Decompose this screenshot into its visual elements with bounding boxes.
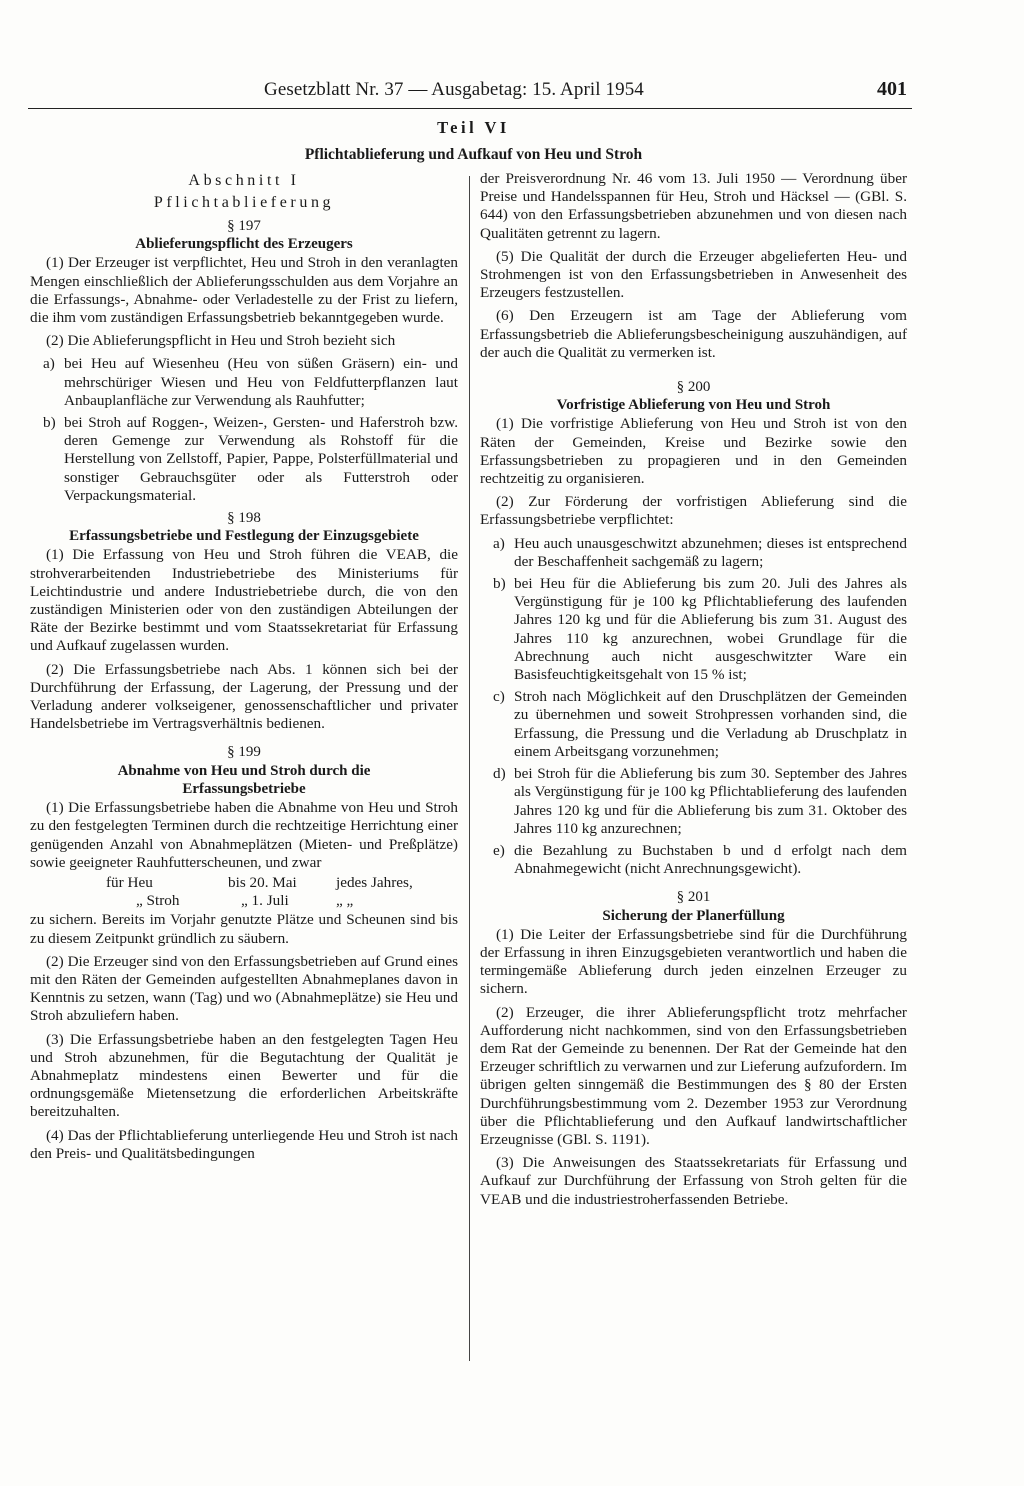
s200-paragraph-1: (1) Die vorfristige Ablieferung von Heu und Stroh ist von den Räten der Gemeinden, Kreise und Bezirke sowie den Erfassungsbetrieben zu propagieren und in den Gemeinden rechtzeitig zu organisieren. (480, 415, 907, 488)
s200-list-item-a (480, 535, 907, 571)
section-title-199-line-2: Erfassungsbetriebe (182, 780, 306, 797)
part-subtitle: Pflichtablieferung und Aufkauf von Heu und Stroh (304, 146, 643, 163)
right-column (480, 170, 907, 1214)
list-label: b) (43, 414, 56, 432)
s201-paragraph-3: (3) Die Anweisungen des Staatssekretariats für Erfassung und Aufkauf zur Durchführung der Erfassung von Stroh gelten für die VEAB und die industriestroherfassenden Betriebe. (480, 1154, 907, 1208)
deadline-table (30, 874, 458, 910)
s201-paragraph-2: (2) Erzeuger, die ihrer Ablieferungspflicht trotz mehrfacher Aufforderung nicht nachkommen, sind von den Erfassungsbetrieben dem Rat der Gemeinde zu benennen. Der Rat der Gemeinde hat den Erzeuger schriftlich zu verwarnen und zur Lieferung aufzufordern. Im übrigen gelten sinngemäß die Bestimmungen des § 80 der Ersten Durchführungsbestimmung vom 2. Dezember 1953 zur Verordnung über die Pflichtablieferung und den Aufkauf landwirtschaftlicher Erzeugnisse (GBl. S. 1191). (480, 1003, 907, 1148)
list-text: bei Heu für die Ablieferung bis zum 20. Juli des Jahres als Vergünstigung für je 100 kg Pflichtablieferung des laufenden Jahres 120 kg und für die Ablieferung bis zum 31. August des Jahres 110 kg anzurechnen, wobei Grundlage für die Abrechnung auch nicht ausgeschwitzter Ware ein Basisfeuchtigkeitsgehalt von 15 % ist; (514, 575, 907, 684)
list-text: Stroh nach Möglichkeit auf den Druschplätzen der Gemeinden zu übernehmen und soweit Strohpressen vorhanden sind, die Erfassung, die Pressung und die Verladung ab Druschplatz in einem Arbeitsgang vorzunehmen; (514, 688, 907, 760)
list-label: e) (493, 841, 505, 859)
deadline-cell: für Heu (106, 873, 153, 891)
abschnitt-heading: Abschnitt I (188, 172, 300, 189)
s197-paragraph-2: (2) Die Ablieferungspflicht in Heu und Stroh bezieht sich (46, 332, 396, 350)
s200-list-item-d (480, 765, 907, 838)
s197-paragraph-1: (1) Der Erzeuger ist verpflichtet, Heu und Stroh in den veranlagten Mengen einschließlich der Ablieferungsschulden aus dem Vorjahre an die Erfassungs-, Abnahme- oder Verladestelle zu der Frist zu liefern, die ihm vom zuständigen Erfassungsbetrieb bekanntgegeben wurde. (30, 254, 458, 327)
list-text: bei Heu auf Wiesenheu (Heu von süßen Gräsern) ein- und mehrschüriger Wiesen und Heu von Feldfutterpflanzen laut Anbauplanfläche zur Verwendung als Rauhfutter; (64, 355, 458, 409)
s199-paragraph-2: (2) Die Erzeuger sind von den Erfassungsbetrieben auf Grund eines mit den Räten der Gemeinden aufgestellten Abnahmeplanes davon in Kenntnis zu setzen, wann (Tag) und wo (Abnahmeplätze) sie Heu und Stroh abzuliefern haben. (30, 952, 458, 1025)
section-sign-200: § 200 (676, 379, 711, 396)
s197-list-item-a (30, 355, 458, 410)
abschnitt-title: Pflichtablieferung (153, 194, 335, 211)
deadline-cell: „ Stroh (136, 892, 180, 910)
s199-paragraph-6: (6) Den Erzeugern ist am Tage der Ablieferung vom Erfassungsbetrieb die Ablieferungsbescheinigung auszuhändigen, auf der auch die Qualität zu vermerken ist. (480, 307, 907, 361)
section-sign-201: § 201 (676, 889, 711, 906)
list-label: b) (493, 575, 506, 593)
s197-list-item-b (30, 414, 458, 505)
s198-paragraph-2: (2) Die Erfassungsbetriebe nach Abs. 1 können sich bei der Durchführung der Erfassung, der Lagerung, der Pressung und der Verladung anderer volkseigener, genossenschaftlicher und privater Handelsbetriebe im Vertragsverhältnis bedienen. (30, 660, 458, 733)
page-header-title: Gesetzblatt Nr. 37 — Ausgabetag: 15. April 1954 (264, 79, 644, 100)
part-title: Teil VI (437, 118, 510, 137)
header-rule (28, 108, 912, 109)
section-sign-197: § 197 (227, 218, 261, 234)
s200-list-item-b (480, 575, 907, 684)
list-label: a) (43, 355, 55, 373)
s200-paragraph-2: (2) Zur Förderung der vorfristigen Ablieferung sind die Erfassungsbetriebe verpflichtet: (480, 493, 907, 529)
list-label: c) (493, 688, 505, 706)
s199-paragraph-1: (1) Die Erfassungsbetriebe haben die Abnahme von Heu und Stroh zu den festgelegten Terminen durch die rechtzeitige Herrichtung einer genügenden Anzahl von Abnahmeplätzen (Mieten- und Preßplätze) sowie geeigneter Rauhfutterscheunen, und zwar (30, 799, 458, 871)
list-text: bei Stroh für die Ablieferung bis zum 30. September des Jahres als Vergünstigung für je 100 kg Pflichtablieferung des laufenden Jahres 120 kg und für die Ablieferung bis zum 31. Oktober des Jahres 110 kg anzurechnen; (514, 765, 907, 837)
deadline-cell: jedes Jahres, (336, 873, 413, 891)
s200-list-item-e (480, 842, 907, 878)
list-text: Heu auch unausgeschwitzt abzunehmen; dieses ist entsprechend der Beschaffenheit sachgemäß zu lagern; (514, 534, 907, 570)
section-title-199-line-1: Abnahme von Heu und Stroh durch die (117, 762, 371, 779)
s200-list-item-c (480, 688, 907, 761)
deadline-cell: bis 20. Mai (228, 873, 297, 891)
section-title-201: Sicherung der Planerfüllung (602, 907, 785, 924)
deadline-cell: „ 1. Juli (241, 892, 289, 910)
list-text: bei Stroh auf Roggen-, Weizen-, Gersten- und Haferstroh bzw. deren Gemenge zur Verwendung als Rohstoff für die Herstellung von Zellstoff, Papier, Pappe, Polsterfüllmaterial und sonstiger Gebrauchsgüter oder als Futterstroh oder Verpackungsmaterial. (64, 414, 458, 504)
list-label: a) (493, 534, 505, 552)
list-text: die Bezahlung zu Buchstaben b und d erfolgt nach dem Abnahmegewicht (nicht Anrechnungsgewicht). (514, 841, 907, 878)
deadline-cell: „ „ (336, 892, 354, 910)
page-number: 401 (877, 78, 907, 100)
column-divider (469, 176, 470, 1361)
s201-paragraph-1: (1) Die Leiter der Erfassungsbetriebe sind für die Durchführung der Erfassung in ihren Einzugsgebieten verantwortlich und haben die termingemäße Ablieferung durch jeden einzelnen Erzeuger zu sichern. (480, 925, 907, 998)
left-column (30, 170, 458, 1168)
s199-paragraph-1-end: zu sichern. Bereits im Vorjahr genutzte Plätze und Scheunen sind bis zu diesem Zeitpunkt gründlich zu säubern. (30, 911, 458, 947)
s199-paragraph-3: (3) Die Erfassungsbetriebe haben an den festgelegten Tagen Heu und Stroh abzunehmen, für die Begutachtung der Qualität je Abnahmeplatz mindestens einen Bewerter und für die ordnungsgemäße Mietensetzung die erforderlichen Arbeitskräfte bereitzuhalten. (30, 1030, 458, 1121)
section-title-198: Erfassungsbetriebe und Festlegung der Einzugsgebiete (69, 528, 419, 545)
s199-paragraph-4-cont: der Preisverordnung Nr. 46 vom 13. Juli 1950 — Verordnung über Preise und Handelsspannen für Heu, Stroh und Häcksel — (GBl. S. 644) von den Erfassungsbetrieben abzunehmen und von diesen nach Qualitäten getrennt zu lagern. (480, 170, 907, 242)
section-sign-199: § 199 (227, 744, 261, 761)
section-title-197: Ablieferungspflicht des Erzeugers (135, 236, 353, 253)
section-title-200: Vorfristige Ablieferung von Heu und Stroh (556, 397, 831, 414)
section-sign-198: § 198 (227, 510, 261, 527)
list-label: d) (493, 765, 506, 783)
s199-paragraph-5: (5) Die Qualität der durch die Erzeuger abgelieferten Heu- und Strohmengen ist von den Erfassungsbetrieben in Anwesenheit des Erzeugers festzustellen. (480, 247, 907, 302)
s199-paragraph-4: (4) Das der Pflichtablieferung unterliegende Heu und Stroh ist nach den Preis- und Qualitätsbedingungen (30, 1126, 458, 1162)
s198-paragraph-1: (1) Die Erfassung von Heu und Stroh führen die VEAB, die strohverarbeitenden Industriebetriebe des Ministeriums für Leichtindustrie und andere Industriebetriebe durch, die von den zuständigen Ministerien oder von den zuständigen Abteilungen der Räte der Bezirke bestimmt und vom Staatssekretariat für Erfassung und Aufkauf zugelassen wurden. (30, 546, 458, 655)
